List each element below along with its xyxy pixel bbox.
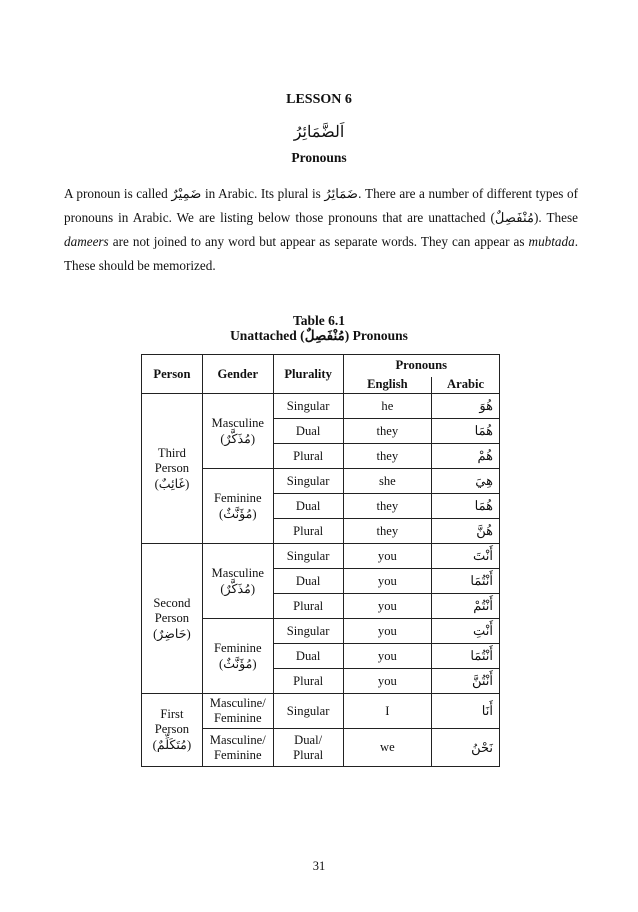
gender-arabic: (مُذَكَّرٌ): [220, 431, 256, 446]
plurality-cell: Singular: [273, 544, 343, 569]
person-third: [142, 394, 203, 544]
gender-label: Masculine: [211, 415, 264, 430]
gender-masc-fem: [202, 694, 273, 729]
pronoun-table: [141, 354, 500, 767]
arabic-cell: هُمَا: [432, 494, 500, 519]
page-number: 31: [312, 859, 326, 873]
person-arabic: (مُتَكَلِّمٌ): [152, 738, 192, 752]
header-arabic: Arabic: [432, 377, 500, 394]
english-cell: you: [343, 594, 432, 619]
header-english: English: [343, 377, 432, 394]
lesson-heading: LESSON 6: [286, 92, 352, 107]
english-cell: you: [343, 669, 432, 694]
arabic-cell: هُمَا: [432, 419, 500, 444]
header-pronouns: Pronouns: [343, 355, 499, 377]
plurality-cell: Plural: [273, 594, 343, 619]
gender-masculine: [202, 544, 273, 619]
text-span: . These should be memorized.: [64, 234, 578, 273]
plurality-cell: Dual: [273, 644, 343, 669]
english-cell: you: [343, 644, 432, 669]
arabic-cell: أَنْتِ: [432, 619, 500, 644]
english-cell: they: [343, 494, 432, 519]
person-arabic: (حَاضِرٌ): [153, 626, 191, 641]
person-label: Person: [154, 722, 190, 736]
arabic-cell: هِيَ: [432, 469, 500, 494]
plurality-cell: Plural: [273, 444, 343, 469]
text-span: are not joined to any word but appear as separate words. They can appear as: [108, 234, 529, 249]
gender-label: Feminine: [213, 747, 262, 762]
header-person: Person: [142, 355, 203, 394]
person-label: Person: [154, 610, 190, 625]
plurality-cell: Singular: [273, 694, 343, 729]
text-span: ). These: [534, 210, 578, 225]
gender-arabic: (مُذَكَّرٌ): [220, 581, 256, 596]
plurality-cell: Singular: [273, 394, 343, 419]
caption-arabic: مُنْفَصِلٌ: [304, 328, 345, 343]
gender-label: Feminine: [213, 490, 262, 505]
header-plurality: Plurality: [273, 355, 343, 394]
english-cell: you: [343, 619, 432, 644]
gender-arabic: (مُؤَنَّثٌ): [219, 656, 257, 671]
person-label: Third: [157, 445, 186, 460]
plurality-cell: Singular: [273, 619, 343, 644]
gender-label: Feminine: [213, 711, 262, 725]
english-title: Pronouns: [291, 150, 347, 165]
text-span: A pronoun is called: [64, 186, 172, 201]
gender-label: Masculine: [211, 565, 264, 580]
plurality-label: Dual/: [294, 732, 323, 747]
arabic-cell: أَنْتُمَا: [432, 569, 500, 594]
table-number: Table 6.1: [292, 313, 346, 328]
header-gender: Gender: [202, 355, 273, 394]
gender-label: Masculine/: [209, 696, 266, 710]
plurality-cell: Singular: [273, 469, 343, 494]
italic-term: mubtada: [528, 234, 575, 249]
plurality-cell: Dual: [273, 494, 343, 519]
person-second: [142, 544, 203, 694]
plurality-cell: Dual: [273, 419, 343, 444]
plurality-label: Plural: [293, 747, 324, 762]
plurality-cell: Plural: [273, 519, 343, 544]
gender-masc-fem: [202, 729, 273, 767]
plurality-cell: [273, 729, 343, 767]
person-label: Person: [154, 460, 190, 475]
english-cell: they: [343, 519, 432, 544]
arabic-cell: أَنَا: [432, 694, 500, 729]
english-cell: you: [343, 544, 432, 569]
plurality-cell: Plural: [273, 669, 343, 694]
arabic-cell: أَنْتُمَا: [432, 644, 500, 669]
english-cell: we: [343, 729, 432, 767]
caption-text: Unattached (: [230, 328, 305, 343]
table-title: [0, 328, 638, 344]
text-span: . There are a number of different types of pronouns in Arabic. We are listing below those pronouns that are unattached (: [64, 186, 579, 225]
english-cell: I: [343, 694, 432, 729]
person-label: Second: [153, 595, 191, 610]
arabic-cell: هُنَّ: [432, 519, 500, 544]
arabic-title: اَلضَّمَائِرُ: [293, 124, 345, 141]
english-cell: she: [343, 469, 432, 494]
gender-masculine: [202, 394, 273, 469]
person-label: First: [160, 707, 184, 721]
gender-feminine: [202, 619, 273, 694]
arabic-word: مُنْفَصِلٌ: [494, 210, 535, 225]
plurality-cell: Dual: [273, 569, 343, 594]
english-cell: they: [343, 444, 432, 469]
person-arabic: (غَائِبٌ): [154, 476, 190, 491]
english-cell: you: [343, 569, 432, 594]
arabic-cell: هُوَ: [432, 394, 500, 419]
caption-text: ) Pronouns: [344, 328, 408, 343]
gender-label: Feminine: [213, 640, 262, 655]
arabic-cell: أَنْتُمْ: [432, 594, 500, 619]
intro-paragraph: [64, 182, 578, 278]
gender-arabic: (مُؤَنَّثٌ): [219, 506, 257, 521]
text-span: in Arabic. Its plural is: [201, 186, 325, 201]
english-cell: he: [343, 394, 432, 419]
arabic-cell: نَحْنُ: [432, 729, 500, 767]
arabic-cell: أَنْتُنَّ: [432, 669, 500, 694]
person-first: [142, 694, 203, 767]
gender-feminine: [202, 469, 273, 544]
gender-label: Masculine/: [209, 732, 266, 747]
arabic-cell: أَنْتَ: [432, 544, 500, 569]
italic-term: dameers: [64, 234, 109, 249]
arabic-cell: هُمْ: [432, 444, 500, 469]
arabic-word: ضَمِيْرٌ: [171, 186, 202, 201]
english-cell: they: [343, 419, 432, 444]
arabic-word: ضَمَائِرُ: [324, 186, 359, 201]
